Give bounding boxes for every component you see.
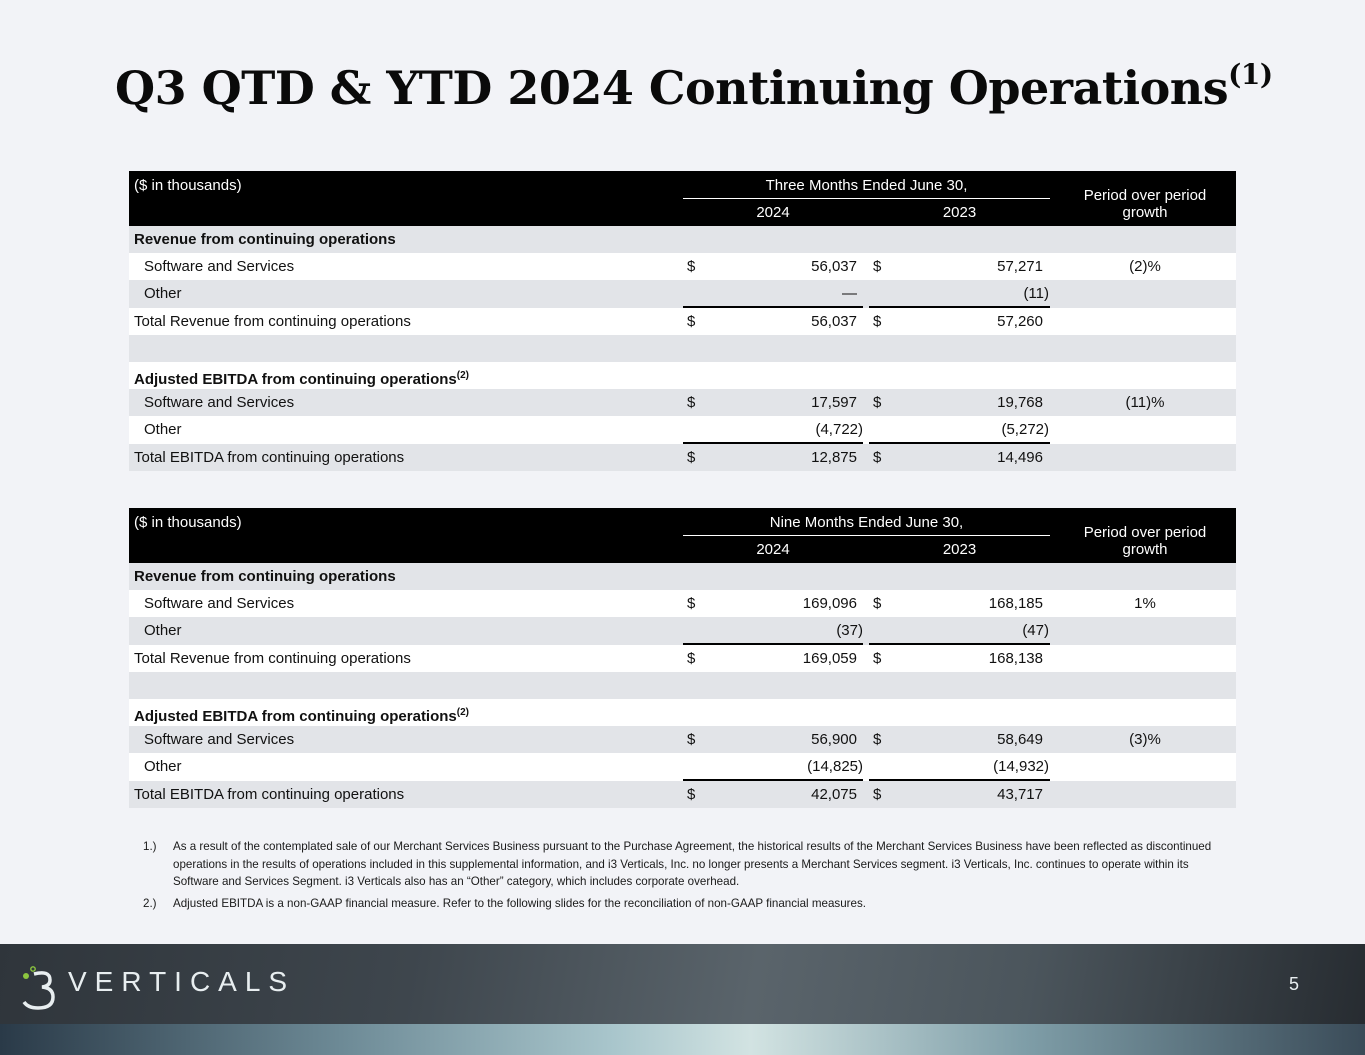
value-2023: (11) [1023, 285, 1049, 303]
currency-symbol: $ [873, 785, 882, 803]
currency-symbol: $ [873, 731, 882, 749]
footnotes [143, 838, 1223, 916]
value-2023: 58,649 [997, 731, 1043, 749]
footnote [143, 838, 1223, 891]
row-label: Software and Services [144, 394, 295, 412]
row-label: Software and Services [144, 258, 295, 276]
unit-label: ($ in thousands) [134, 514, 242, 531]
row-label: Other [144, 285, 182, 303]
table-row [129, 308, 1236, 335]
growth-value: (3)% [1129, 731, 1161, 749]
footer-band [0, 1024, 1365, 1055]
value-2024: (37) [836, 622, 863, 640]
currency-symbol: $ [687, 312, 696, 330]
currency-symbol: $ [873, 595, 882, 613]
value-2024: 56,037 [811, 258, 857, 276]
row-label: Other [144, 758, 182, 776]
section-heading: Revenue from continuing operations [134, 568, 396, 585]
currency-symbol: $ [687, 595, 696, 613]
currency-symbol: $ [873, 649, 882, 667]
nine-months-table [129, 508, 1236, 808]
growth-value: (2)% [1129, 258, 1161, 276]
growth-header: Period over period growth [1083, 524, 1207, 558]
row-label: Software and Services [144, 731, 295, 749]
title-footnote-ref: (1) [1228, 58, 1273, 91]
value-2023: 14,496 [997, 448, 1043, 466]
row-label: Total EBITDA from continuing operations [134, 785, 405, 803]
table-row [129, 726, 1236, 753]
i3-logo-icon [20, 958, 64, 1012]
value-2024: (4,722) [815, 421, 863, 439]
period-label: Nine Months Ended June 30, [769, 514, 964, 531]
table-row [129, 699, 1236, 726]
currency-symbol: $ [873, 394, 882, 412]
value-2024: 56,037 [811, 312, 857, 330]
currency-symbol: $ [687, 785, 696, 803]
value-2023: 168,185 [988, 595, 1043, 613]
brand-wordmark: VERTICALS [68, 966, 296, 997]
currency-symbol: $ [687, 394, 696, 412]
value-2023: 57,271 [997, 258, 1043, 276]
page-number: 5 [1289, 974, 1300, 994]
growth-header: Period over period growth [1083, 187, 1207, 221]
table-row [129, 253, 1236, 280]
row-label: Other [144, 421, 182, 439]
value-2024: 56,900 [811, 731, 857, 749]
table-row [129, 444, 1236, 471]
row-label: Software and Services [144, 595, 295, 613]
table-row [129, 280, 1236, 307]
period-label: Three Months Ended June 30, [765, 177, 968, 194]
value-2024: (14,825) [807, 758, 863, 776]
currency-symbol: $ [687, 649, 696, 667]
header-divider [683, 198, 1050, 199]
header-divider [683, 535, 1050, 536]
currency-symbol: $ [873, 448, 882, 466]
table-row [129, 563, 1236, 590]
table-row [129, 645, 1236, 672]
row-label: Other [144, 622, 182, 640]
footnote-text: Adjusted EBITDA is a non-GAAP financial measure. Refer to the following slides for the reconciliation of non-GAAP financial measures. [173, 896, 866, 910]
currency-symbol: $ [873, 312, 882, 330]
value-2023: 43,717 [997, 785, 1043, 803]
currency-symbol: $ [687, 448, 696, 466]
value-2024: 169,096 [802, 595, 857, 613]
table-row [129, 781, 1236, 808]
spacer-row [129, 335, 1236, 362]
table-row [129, 389, 1236, 416]
section-heading: Adjusted EBITDA from continuing operations$^{(2)}$ [134, 706, 470, 725]
section-heading: Adjusted EBITDA from continuing operations$^{(2)}$ [134, 369, 470, 388]
growth-value: 1% [1134, 595, 1156, 613]
footnote-number: 1.) [143, 840, 157, 853]
year-2024-header: 2024 [756, 541, 790, 558]
table-row [129, 416, 1236, 443]
value-2023: (47) [1022, 622, 1049, 640]
footnote-text: As a result of the contemplated sale of our Merchant Services Business pursuant to the Purchase Agreement, the historical results of the Merchant Services Business have been reflected as discontinued operations in the results of operations included in this supplemental information, and i3 Verticals, Inc. no longer presents a Merchant Services segment. i3 Verticals, Inc. continues to operate within its Software and Services Segment. i3 Verticals also has an “Other” category, which includes corporate overhead. [173, 840, 1212, 888]
three-months-table [129, 171, 1236, 471]
table-row [129, 753, 1236, 780]
table-row [129, 226, 1236, 253]
unit-label: ($ in thousands) [134, 177, 242, 194]
year-2023-header: 2023 [942, 204, 977, 221]
year-2024-header: 2024 [756, 204, 790, 221]
footnote-number: 2.) [143, 896, 157, 910]
growth-value: (11)% [1125, 394, 1165, 412]
currency-symbol: $ [687, 731, 696, 749]
value-2023: 168,138 [988, 649, 1043, 667]
value-2023: 57,260 [997, 312, 1043, 330]
value-2024: 42,075 [811, 785, 857, 803]
value-2023: (14,932) [993, 758, 1049, 776]
value-2023: 19,768 [997, 394, 1043, 412]
row-label: Total EBITDA from continuing operations [134, 448, 405, 466]
value-2024: 169,059 [802, 649, 857, 667]
row-label: Total Revenue from continuing operations [134, 312, 411, 330]
table-row [129, 362, 1236, 389]
spacer-row [129, 672, 1236, 699]
value-2024: 12,875 [811, 448, 857, 466]
value-2024: — [842, 285, 857, 303]
table-header [129, 508, 1236, 563]
value-2024: 17,597 [811, 394, 857, 412]
value-2023: (5,272) [1001, 421, 1049, 439]
footer-banner [0, 944, 1365, 1055]
currency-symbol: $ [687, 258, 696, 276]
row-label: Total Revenue from continuing operations [134, 649, 411, 667]
table-row [129, 590, 1236, 617]
table-row [129, 617, 1236, 644]
currency-symbol: $ [873, 258, 882, 276]
footnote [143, 895, 1223, 913]
section-heading: Revenue from continuing operations [134, 231, 396, 248]
year-2023-header: 2023 [942, 541, 977, 558]
table-header [129, 171, 1236, 226]
page-title: Q3 QTD & YTD 2024 Continuing Operations$^{(1)}$ [115, 58, 1273, 115]
